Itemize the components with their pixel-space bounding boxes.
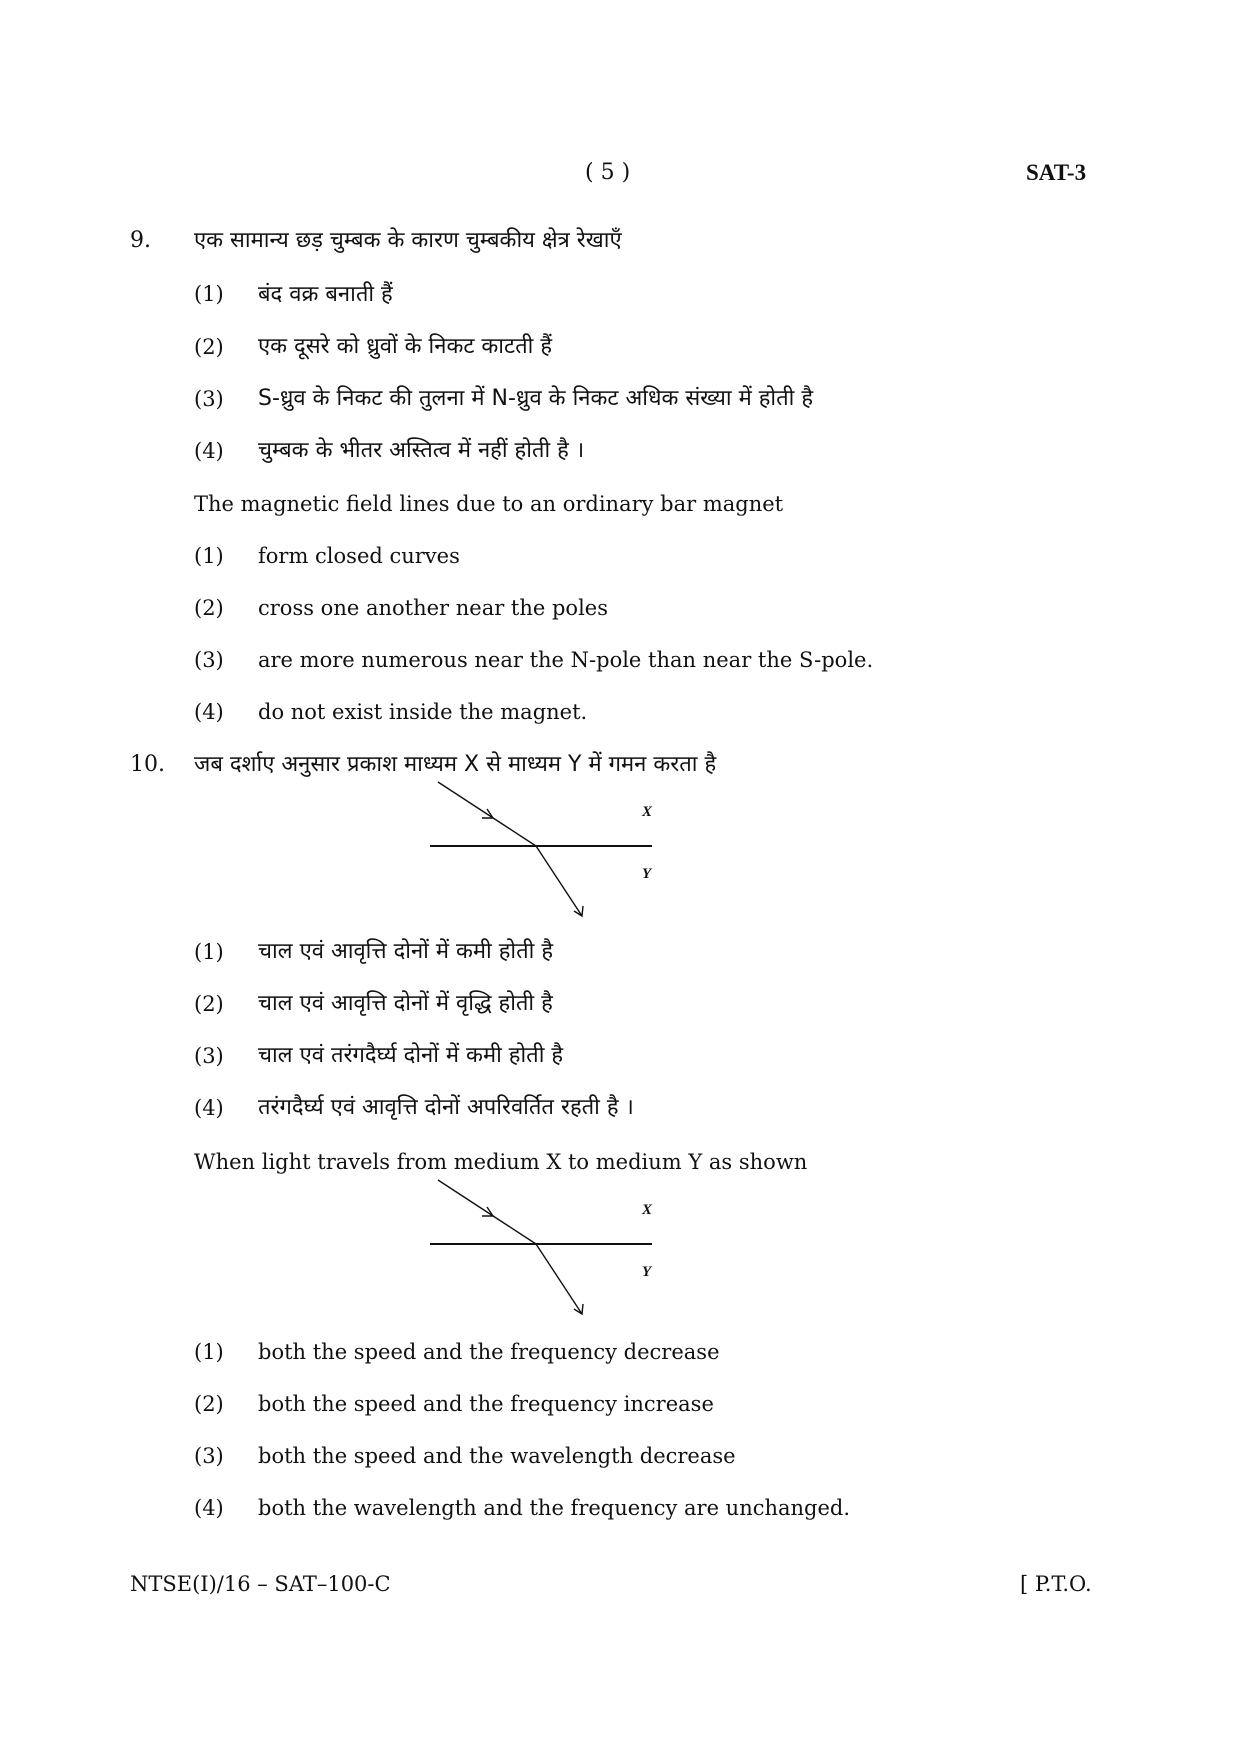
q9-hi-option-1: बंद वक्र बनाती हैं <box>258 282 393 307</box>
q10-en-option-3-num: (3) <box>194 1444 224 1468</box>
question-9-english-stem: The magnetic field lines due to an ordinary bar magnet <box>194 492 784 516</box>
refracted-ray <box>536 1244 582 1314</box>
medium-x-label: X <box>642 804 653 820</box>
q9-en-option-2-num: (2) <box>194 596 224 620</box>
q10-hi-option-3: चाल एवं तरंगदैर्घ्य दोनों में कमी होती है <box>258 1043 564 1068</box>
q9-en-option-4-num: (4) <box>194 700 224 724</box>
refracted-ray <box>536 846 582 916</box>
q10-hi-option-4: तरंगदैर्घ्य एवं आवृत्ति दोनों अपरिवर्तित रहती है । <box>258 1095 634 1120</box>
q10-en-option-1-num: (1) <box>194 1340 224 1364</box>
medium-y-label: Y <box>642 866 652 882</box>
q10-en-option-3: both the speed and the wavelength decrease <box>258 1444 736 1468</box>
q10-en-option-4-num: (4) <box>194 1496 224 1520</box>
q10-en-option-2-num: (2) <box>194 1392 224 1416</box>
q9-en-option-4: do not exist inside the magnet. <box>258 700 588 724</box>
q9-hi-option-1-num: (1) <box>194 282 224 306</box>
booklet-code: SAT-3 <box>1026 160 1087 185</box>
q10-hi-option-1: चाल एवं आवृत्ति दोनों में कमी होती है <box>258 939 554 964</box>
q10-hi-option-4-num: (4) <box>194 1096 224 1120</box>
medium-y-label: Y <box>642 1264 652 1280</box>
q9-hi-option-3: S-ध्रुव के निकट की तुलना में N-ध्रुव के निकट अधिक संख्या में होती है <box>258 386 814 411</box>
question-10-english-stem: When light travels from medium X to medium Y as shown <box>194 1150 808 1174</box>
question-9-hindi-stem: एक सामान्य छड़ चुम्बक के कारण चुम्बकीय क्षेत्र रेखाएँ <box>194 228 622 253</box>
q10-en-option-2: both the speed and the frequency increase <box>258 1392 714 1416</box>
page-number: ( 5 ) <box>585 160 631 185</box>
q9-hi-option-3-num: (3) <box>194 387 224 411</box>
q9-hi-option-2-num: (2) <box>194 335 224 359</box>
q9-en-option-1: form closed curves <box>258 544 460 568</box>
incident-ray <box>438 782 536 846</box>
q9-hi-option-2: एक दूसरे को ध्रुवों के निकट काटती हैं <box>258 334 553 359</box>
q10-hi-option-3-num: (3) <box>194 1044 224 1068</box>
q10-en-option-1: both the speed and the frequency decrease <box>258 1340 720 1364</box>
q9-en-option-3: are more numerous near the N-pole than near the S-pole. <box>258 648 874 672</box>
paper-code: NTSE(I)/16 – SAT–100-C <box>130 1572 391 1596</box>
q9-en-option-1-num: (1) <box>194 544 224 568</box>
question-10-number: 10. <box>130 752 165 777</box>
q9-en-option-2: cross one another near the poles <box>258 596 608 620</box>
q10-hi-option-2-num: (2) <box>194 992 224 1016</box>
q10-hi-option-2: चाल एवं आवृत्ति दोनों में वृद्धि होती है <box>258 991 553 1016</box>
incident-ray <box>438 1180 536 1244</box>
medium-x-label: X <box>642 1202 653 1218</box>
pto-marker: [ P.T.O. <box>1020 1572 1092 1596</box>
refraction-diagram-hindi <box>420 772 670 922</box>
q9-hi-option-4: चुम्बक के भीतर अस्तित्व में नहीं होती है । <box>258 438 585 463</box>
question-9-number: 9. <box>130 228 151 253</box>
question-10-hindi-stem: जब दर्शाए अनुसार प्रकाश माध्यम X से माध्यम Y में गमन करता है <box>194 752 717 777</box>
q10-en-option-4: both the wavelength and the frequency are unchanged. <box>258 1496 851 1520</box>
q10-hi-option-1-num: (1) <box>194 940 224 964</box>
refraction-diagram-english <box>420 1170 670 1320</box>
q9-en-option-3-num: (3) <box>194 648 224 672</box>
q9-hi-option-4-num: (4) <box>194 439 224 463</box>
